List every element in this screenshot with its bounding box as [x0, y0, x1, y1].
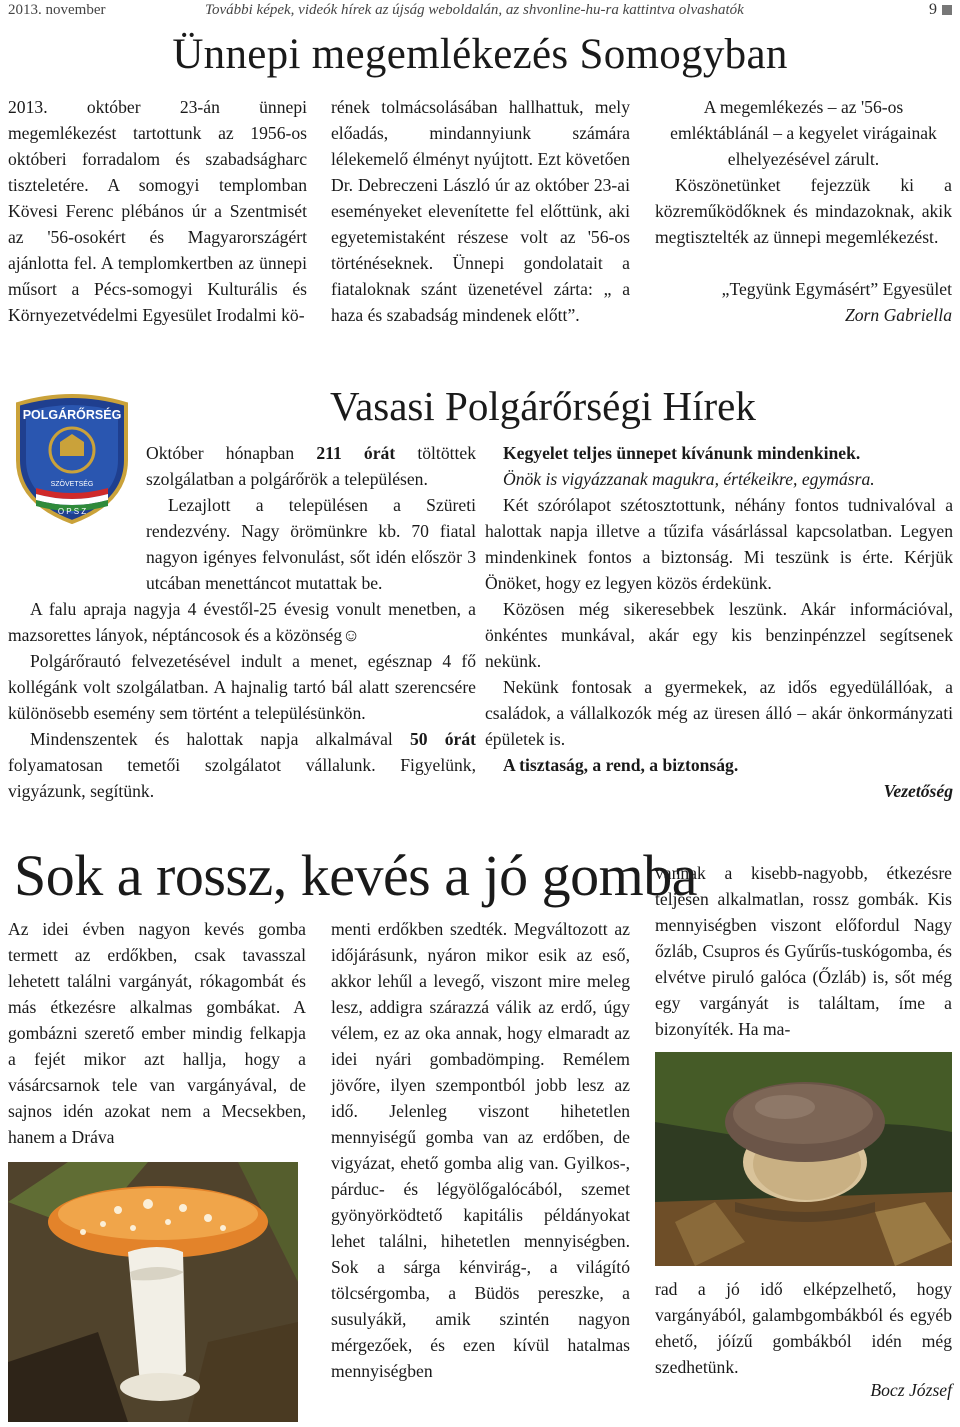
article1-author: Zorn Gabriella	[844, 305, 952, 325]
article2-motto: A tisztaság, a rend, a biztonság.	[503, 755, 739, 775]
article2-right-p1: Két szórólapot szétosztottunk, néhány fontos tudnivalóval a halottak napja illetve a tűzifa vásárlással kapcsolatban. Legyen mindenkinek fontos a biztonság. Mi teszünk is érte. Kérjük Önöket, hogy ez legyen közös érdekünk.	[485, 495, 953, 593]
page-number: 9	[929, 1, 937, 18]
article2-care: Önök is vigyázzanak magukra, értékeikre, egymásra.	[503, 469, 875, 489]
article2-left-p5-a: Mindenszentek és halottak napja alkalmával	[30, 729, 410, 749]
article2-left-p1-a: Október hónapban	[146, 443, 317, 463]
article2-left-col	[8, 440, 476, 804]
article3-title: Sok a rossz, kevés a jó gomba	[14, 843, 697, 908]
logo-text-top: POLGÁRŐRSÉG	[22, 408, 122, 422]
logo-text-mid: SZÖVETSÉG	[50, 481, 94, 488]
article3-author: Bocz József	[870, 1380, 952, 1400]
square-marker-icon	[942, 5, 952, 15]
article2-left-p5	[8, 726, 476, 804]
article2-left-p1-c: töltöttek szolgálatban a polgárőrök a településen.	[146, 443, 476, 489]
header-note[interactable]: További képek, videók hírek az újság weboldalán, az shvonline-hu-ra kattintva olvashatók	[205, 2, 744, 18]
article2-title: Vasasi Polgárőrségi Hírek	[330, 383, 756, 429]
issue-date: 2013. november	[8, 2, 106, 18]
article2-right-p3: Nekünk fontosak a gyermekek, az idős egyedülállóak, a családok, a vállalkozók még az üresen álló – akár önkormányzati épületek is.	[485, 677, 953, 749]
logo-text-bottom: O P S Z	[57, 507, 87, 516]
article2-left-p5-c: folyamatosan temetői szolgálatot vállalunk. Figyelünk, vigyázunk, segítünk.	[8, 755, 476, 801]
article3-col3-top: vannak a kisebb-nagyobb, étkezésre teljesen alkalmatlan, rossz gombák. Kis mennyiségben viszont előfordul Nagy őzláb, Csupros és Gyűrűs-tuskógomba, és elvétve piruló galóca (Őzláb) is, sőt még egy vargányát is találtam, íme a bizonyíték. Ha ma-	[655, 863, 952, 1039]
article2-left-p2: Lezajlott a településen a Szüreti rendezvény. Nagy örömünkre kb. 70 fiatal nagyon igényes felvonulást, sőt idén először 3 utcában menettáncot mutattak be.	[146, 495, 476, 593]
article1-title: Ünnepi megemlékezés Somogyban	[172, 31, 788, 78]
article3-col2: menti erdőkben szedték. Megváltozott az időjárásunk, nyáron mikor esik az eső, akkor lehűl a levegő, viszont mire meleg lesz, addigra szárazzá válik az erdő, úgy vélem, ez az oka annak, hogy elmaradt az idei nyári gombadömping. Remélem jövőre, ilyen szempontból jobb lesz az idő. Jelenleg viszont hihetetlen mennyiségű gomba van az erdőben, de vigyázat, ehető gomba alig van. Gyilkos-, párduc- és légyölőgalócából, szemet gyönyörködtető kapitális példányokat lehet találni, hihetetlen mennyiségben. Sok a sárga kénvirág-, a világító tölcsérgomba, a Büdös pereszke, a susulyákй, amik szintén nagyon mérgezőek, és ezen kívül hatalmas mennyiségben	[331, 919, 630, 1381]
article2-wish: Kegyelet teljes ünnepet kívánunk mindenkinek.	[503, 443, 861, 463]
article1-col3-p1: A megemlékezés – az '56-os emléktáblánál – a kegyelet virágainak elhelyezésével zárult.	[670, 97, 937, 169]
article2-left-p3: A falu apraja nagyja 4 évestől-25 évesig vonult menetben, a mazsorettes lányok, néptáncosok és a közönség☺	[8, 599, 476, 645]
article3-col3-bottom: rad a jó idő elképzelhető, hogy vargányából, galambgombákból és egyéb ehető, jóízű gombákból idén még szedhetünk.	[655, 1279, 952, 1377]
fly-agaric-photo	[8, 1162, 298, 1422]
article1-col3	[655, 94, 952, 328]
article2-left-p4: Polgárőrautó felvezetésével indult a menet, egésznap 4 fő kollégánk volt szolgálatban. A hajnalig tartó bál alatt szerencsére különösebb esemény sem történt a településünkön.	[8, 651, 476, 723]
article2-right-col	[485, 440, 953, 804]
article2-left-p5-hours: 50 órát	[409, 729, 476, 749]
article2-author: Vezetőség	[883, 781, 953, 801]
article1-col2: rének tolmácsolásában hallhattuk, mely előadás, mindannyiunk számára lélekemelő élményt nyújtott. Ezt követően Dr. Debreczeni László úr az október 23-ai eseményeket elevenítette fel előttünk, aki egyetemistaként részese volt az '56-os történéseknek. Ünnepi gondolatait a fiataloknak szánt üzenetével zárta: „ a haza és szabadság mindenek előtt”.	[331, 97, 630, 325]
page-number-block	[929, 1, 952, 19]
boletus-photo	[655, 1052, 952, 1266]
article3-col1: Az idei évben nagyon kevés gomba termett az erdőkben, csak tavasszal lehetett találni vargányát, rókagombát és más étkezésre alkalmas gombákat. A gombázni szerető ember mindig felkapja a fejét mikor azt hallja, hogy a vásárcsarnok tele van vargányával, de sajnos idén azokat nem a Mecsekben, hanem a Dráva	[8, 919, 306, 1147]
article1-org: „Tegyünk Egymásért” Egyesület	[721, 279, 952, 299]
article2-right-p2: Közösen még sikeresebbek leszünk. Akár információval, önkéntes munkával, akár egy kis benzinpénzzel segítsenek nekünk.	[485, 599, 953, 671]
article1-col3-p2: Köszönetünket fejezzük ki a közreműködőknek és mindazoknak, akik megtisztelték az ünnepi megemlékezést.	[655, 175, 952, 247]
article2-left-p1-hours: 211 órát	[316, 443, 396, 463]
article2-left-p1	[146, 440, 476, 492]
article1-col1: 2013. október 23-án ünnepi megemlékezést tartottunk az 1956-os októberi forradalom és szabadságharc tiszteletére. A somogyi templomban Kövesi Ferenc plébános úr a Szentmisét az '56-osokért és Magyarországért ajánlotta fel. A templomkertben az ünnepi műsort a Pécs-somogyi Kulturális és Környezetvédelmi Egyesület Irodalmi kö-	[8, 97, 307, 325]
